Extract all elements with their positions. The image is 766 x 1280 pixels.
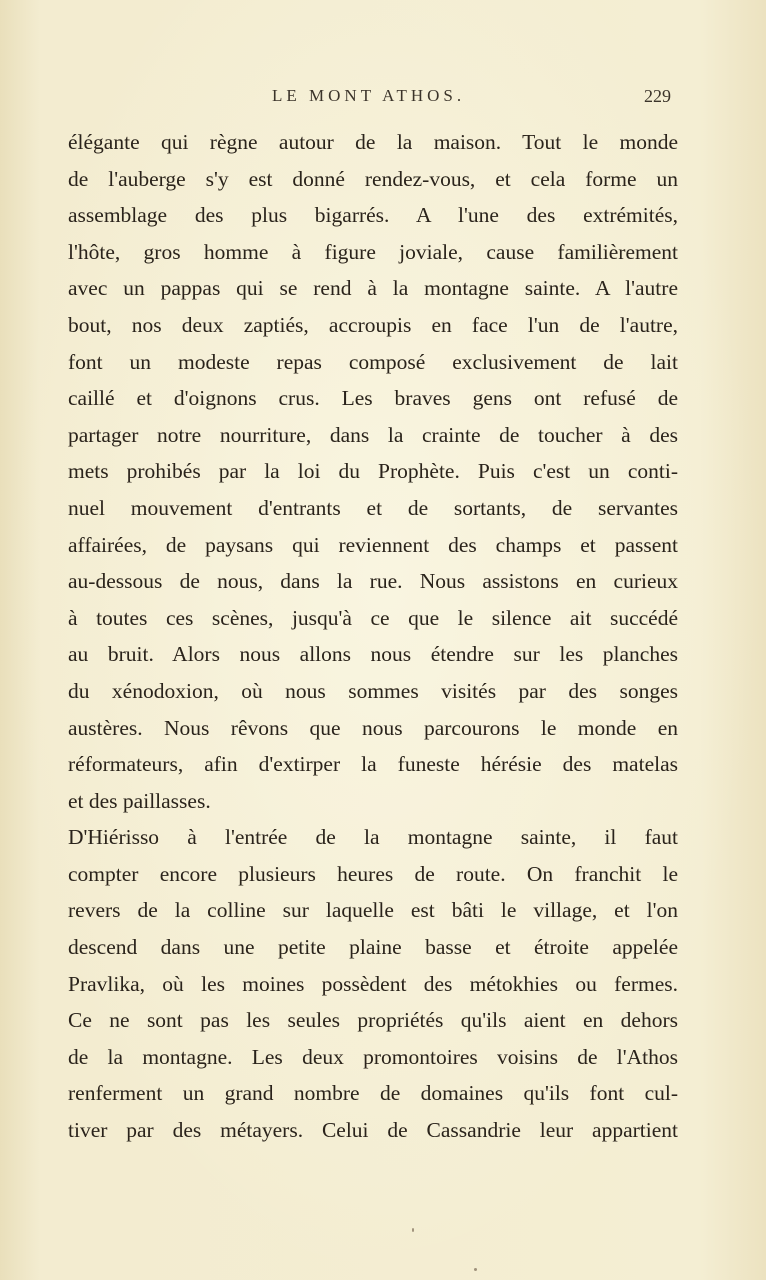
text-line: de l'auberge s'y est donné rendez-vous, et cela forme un — [68, 166, 678, 191]
page-number: 229 — [644, 86, 671, 106]
text-line: Ce ne sont pas les seules propriétés qu'ils aient en dehors — [68, 1008, 678, 1033]
text-line: revers de la colline sur laquelle est bâti le village, et l'on — [68, 898, 678, 923]
text-line: au-dessous de nous, dans la rue. Nous assistons en curieux — [68, 569, 678, 594]
text-line: l'hôte, gros homme à figure joviale, cause familièrement — [68, 239, 678, 264]
text-line: bout, nos deux zaptiés, accroupis en face l'un de l'autre, — [68, 312, 678, 337]
text-line: tiver par des métayers. Celui de Cassandrie leur appartient — [68, 1118, 678, 1143]
text-line: affairées, de paysans qui reviennent des champs et passent — [68, 532, 678, 557]
text-line: nuel mouvement d'entrants et de sortants, de servantes — [68, 495, 678, 520]
paper-speck — [474, 1268, 477, 1271]
text-line: au bruit. Alors nous allons nous étendre sur les planches — [68, 642, 678, 667]
text-line: caillé et d'oignons crus. Les braves gens ont refusé de — [68, 386, 678, 411]
body-text — [68, 124, 678, 1149]
text-line: D'Hiérisso à l'entrée de la montagne sainte, il faut — [68, 825, 678, 850]
text-line: mets prohibés par la loi du Prophète. Puis c'est un conti- — [68, 459, 678, 484]
text-line: renferment un grand nombre de domaines qu'ils font cul- — [68, 1081, 678, 1106]
text-line: réformateurs, afin d'extirper la funeste hérésie des matelas — [68, 752, 678, 777]
paper-speck — [412, 1228, 414, 1232]
text-line: Pravlika, où les moines possèdent des métokhies ou fermes. — [68, 971, 678, 996]
text-line: austères. Nous rêvons que nous parcourons le monde en — [68, 715, 678, 740]
text-line: du xénodoxion, où nous sommes visités par des songes — [68, 678, 678, 703]
text-line: partager notre nourriture, dans la crainte de toucher à des — [68, 422, 678, 447]
running-title: LE MONT ATHOS. — [272, 86, 466, 105]
paragraph-1 — [68, 124, 678, 819]
text-line: avec un pappas qui se rend à la montagne sainte. A l'autre — [68, 276, 678, 301]
text-line: de la montagne. Les deux promontoires voisins de l'Athos — [68, 1044, 678, 1069]
paragraph-2 — [68, 819, 678, 1148]
text-line: compter encore plusieurs heures de route. On franchit le — [68, 861, 678, 886]
text-line: font un modeste repas composé exclusivement de lait — [68, 349, 678, 374]
running-head — [0, 86, 766, 110]
text-line: élégante qui règne autour de la maison. Tout le monde — [68, 130, 678, 154]
text-line: et des paillasses. — [68, 788, 211, 813]
text-line: assemblage des plus bigarrés. A l'une des extrémités, — [68, 203, 678, 228]
text-line: à toutes ces scènes, jusqu'à ce que le silence ait succédé — [68, 605, 678, 630]
text-line: descend dans une petite plaine basse et étroite appelée — [68, 935, 678, 960]
